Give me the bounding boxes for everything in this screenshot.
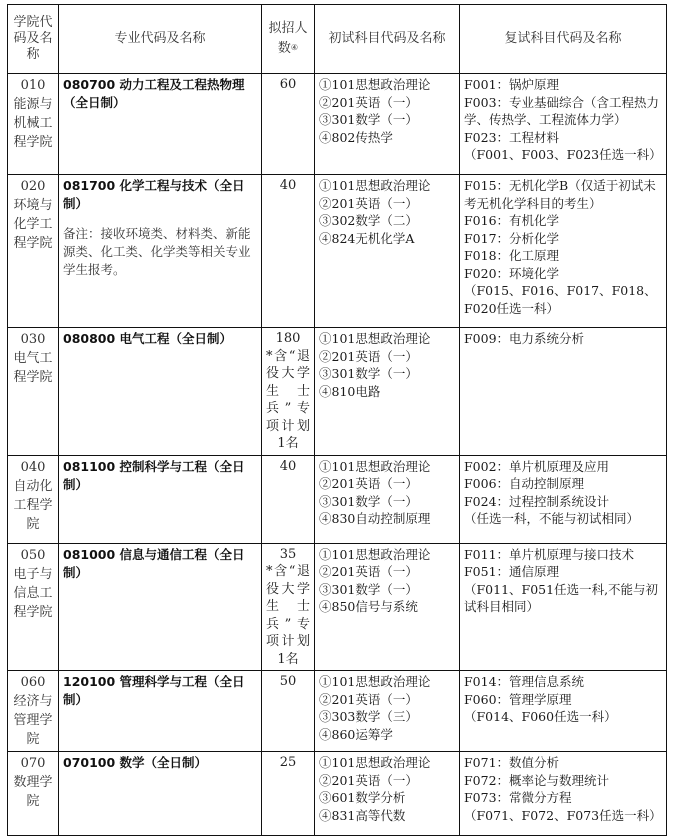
quota-number: 180 [275,331,301,346]
exam-subject: ①101思想政治理论 [319,77,431,92]
quota-cell [262,671,315,752]
exam-subject: ④810电路 [319,383,381,399]
retest-subject: F003：专业基础综合（含工程热力学、传热学、工程流体力学） [464,94,660,127]
exams-cell [315,671,460,752]
header-exams: 初试科目代码及名称 [315,5,460,74]
exam-subject: ③303数学（三） [319,709,418,724]
major-cell [59,175,262,328]
table-header-row [8,5,667,74]
college-name: 数理学院 [13,775,53,809]
retest-subject: F006：自动控制原理 [464,476,585,491]
retest-subject: F020：环境化学 [464,265,560,281]
retest-subject: F073：常微分方程 [464,790,572,805]
retest-note: （F011、F051任选一科,不能与初试科目相同） [464,581,659,614]
exam-subject: ④824无机化学A [319,230,415,246]
header-quota-label: 拟招人数 [268,21,308,56]
exam-subject: ①101思想政治理论 [319,178,431,193]
quota-number: 60 [279,77,297,92]
exam-subject: ①101思想政治理论 [319,546,431,562]
retest-subject: F009：电力系统分析 [464,331,585,346]
college-name: 自动化工程学院 [13,478,53,532]
major-cell [59,752,262,836]
retest-note: （F014、F060任选一科） [464,709,617,724]
retest-subject: F001：锅炉原理 [464,77,560,92]
retest-cell [460,328,667,456]
quota-cell [262,175,315,328]
exams-cell [315,752,460,836]
college-code: 050 [20,547,46,563]
major-title: 080800 电气工程（全日制） [63,331,233,346]
exam-subject: ②201英语（一） [319,476,418,491]
table-row [8,752,667,836]
retest-cell [460,543,667,671]
retest-cell [460,455,667,543]
exams-cell [315,74,460,175]
quota-cell [262,543,315,671]
exam-subject: ①101思想政治理论 [319,331,431,346]
exam-subject: ①101思想政治理论 [319,674,431,689]
exam-subject: ①101思想政治理论 [319,755,431,770]
header-major: 专业代码及名称 [59,5,262,74]
major-title: 081700 化学工程与技术（全日制） [63,178,245,211]
exam-subject: ②201英语（一） [319,691,418,707]
college-cell [8,74,59,175]
retest-cell [460,671,667,752]
exams-cell [315,543,460,671]
college-code: 040 [20,459,46,475]
college-name: 能源与机械工程学院 [13,97,53,150]
exam-subject: ④802传热学 [319,129,393,145]
major-note: 备注：接收环境类、材料类、新能源类、化工类、化学类等相关专业学生报考。 [63,226,251,277]
college-code: 070 [20,756,46,771]
exam-subject: ③601数学分析 [319,790,406,805]
major-cell [59,455,262,543]
retest-cell [460,752,667,836]
quota-number: 40 [279,178,297,193]
exam-subject: ②201英语（一） [319,195,418,211]
quota-number: 40 [279,458,297,474]
retest-cell [460,74,667,175]
exams-cell [315,455,460,543]
table-row [8,74,667,175]
header-retest: 复试科目代码及名称 [460,5,667,74]
header-college: 学院代码及名称 [8,5,59,74]
major-cell [59,671,262,752]
major-title: 120100 管理科学与工程（全日制） [63,674,245,707]
retest-subject: F018：化工原理 [464,248,560,263]
admissions-table [7,4,667,836]
table-row [8,543,667,671]
exam-subject: ③301数学（一） [319,366,418,381]
exam-subject: ④830自动控制原理 [319,511,431,526]
major-cell [59,543,262,671]
retest-subject: F051：通信原理 [464,564,560,579]
footnote-mark: ④ [290,43,299,52]
exam-subject: ③301数学（一） [319,581,418,597]
quota-number: 50 [279,674,297,689]
table-row [8,328,667,456]
exams-cell [315,175,460,328]
exam-subject: ③302数学（二） [319,213,418,228]
major-cell [59,74,262,175]
quota-cell [262,752,315,836]
table-row [8,671,667,752]
college-code: 030 [20,332,46,347]
college-cell [8,175,59,328]
retest-subject: F017：分析化学 [464,230,560,246]
table-row [8,175,667,328]
college-code: 060 [20,675,46,690]
college-cell [8,752,59,836]
quota-cell [262,455,315,543]
quota-note: *含“退役大学生士兵”专项计划1名 [266,564,310,667]
major-title: 070100 数学（全日制） [63,755,208,770]
major-title: 081000 信息与通信工程（全日制） [63,546,245,580]
quota-note: *含“退役大学生士兵”专项计划1名 [266,348,310,451]
retest-note: （F071、F072、F073任选一科） [464,807,662,823]
college-cell [8,328,59,456]
major-title: 080700 动力工程及工程热物理（全日制） [63,77,245,110]
exam-subject: ④831高等代数 [319,807,406,823]
college-cell [8,455,59,543]
retest-subject: F002：单片机原理及应用 [464,458,610,474]
retest-subject: F060：管理学原理 [464,691,572,707]
retest-subject: F016：有机化学 [464,213,560,228]
retest-subject: F015：无机化学B（仅适于初试未考无机化学科目的考生） [464,178,656,211]
college-name: 经济与管理学院 [13,694,53,747]
exams-cell [315,328,460,456]
retest-cell [460,175,667,328]
exam-subject: ④860运筹学 [319,726,393,742]
major-title: 081100 控制科学与工程（全日制） [63,458,245,492]
exam-subject: ④850信号与系统 [319,599,418,614]
exam-subject: ③301数学（一） [319,493,418,509]
retest-subject: F071：数值分析 [464,755,560,770]
exam-subject: ①101思想政治理论 [319,458,431,474]
exam-subject: ②201英语（一） [319,564,418,579]
retest-subject: F011：单片机原理与接口技术 [464,546,635,562]
quota-number: 25 [279,755,297,770]
header-quota [262,5,315,74]
retest-note: （任选一科，不能与初试相同） [464,511,640,526]
exam-subject: ③301数学（一） [319,112,418,127]
college-cell [8,543,59,671]
exam-subject: ②201英语（一） [319,348,418,364]
exam-subject: ②201英语（一） [319,772,418,788]
major-cell [59,328,262,456]
college-code: 010 [20,78,46,93]
retest-note: （F015、F016、F017、F018、F020任选一科） [464,283,657,316]
college-name: 电子与信息工程学院 [13,566,53,620]
quota-cell [262,328,315,456]
college-cell [8,671,59,752]
college-code: 020 [20,179,46,194]
college-name: 电气工程学院 [13,351,53,385]
quota-cell [262,74,315,175]
table-row [8,455,667,543]
retest-subject: F024：过程控制系统设计 [464,493,610,509]
exam-subject: ②201英语（一） [319,94,418,110]
retest-subject: F023：工程材料 [464,129,560,145]
quota-number: 35 [279,546,297,562]
college-name: 环境与化学工程学院 [13,198,53,251]
retest-note: （F001、F003、F023任选一科） [464,147,662,162]
retest-subject: F072：概率论与数理统计 [464,772,610,788]
retest-subject: F014：管理信息系统 [464,674,585,689]
